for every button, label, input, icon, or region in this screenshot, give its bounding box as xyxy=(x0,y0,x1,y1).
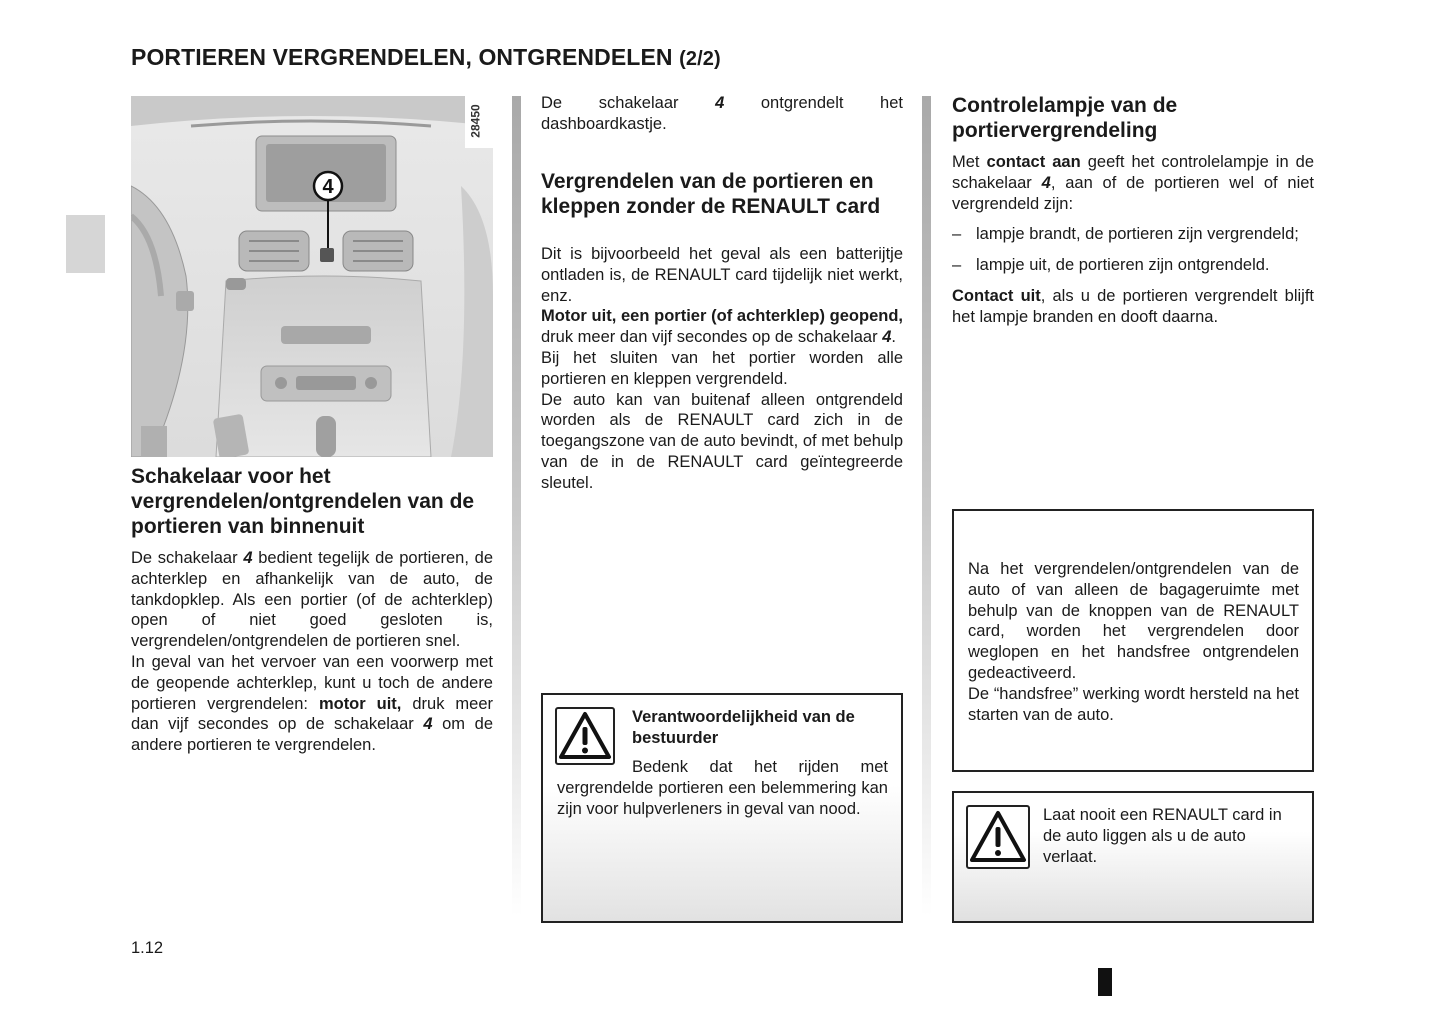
figure-number xyxy=(465,96,493,148)
handsfree-note-paragraph-2: De “handsfree” werking wordt hersteld na het starten van de auto. xyxy=(968,684,1299,724)
left-body xyxy=(131,548,493,756)
right-paragraph-2: Contact uit, als u de portieren vergrendelt blijft het lampje branden en dooft daarna. xyxy=(952,286,1314,326)
page-title-suffix: (2/2) xyxy=(679,48,721,70)
handsfree-note-box xyxy=(952,509,1314,772)
right-body xyxy=(952,152,1314,328)
page-title xyxy=(131,44,721,71)
print-marker xyxy=(1098,968,1112,996)
left-paragraph-2: In geval van het vervoer van een voorwerp met de geopende achterklep, kunt u toch de andere portieren vergrendelen: motor uit, druk meer dan vijf secondes op de schakelaar 4 om de andere portieren te vergrendelen. xyxy=(131,652,493,755)
right-paragraph-1: Met contact aan geeft het controlelampje in de schakelaar 4, aan of de portieren wel of niet vergrendeld zijn: xyxy=(952,153,1315,213)
section-tab-marker xyxy=(66,215,105,273)
list-item: – lampje uit, de portieren zijn ontgrendeld. xyxy=(952,255,1314,276)
handsfree-note-paragraph-1: Na het vergrendelen/ontgrendelen van de auto of van alleen de bagageruimte met behulp van de knoppen van de RENAULT card, worden het vergrendelen door weglopen en het handsfree ontgrendelen gedeactiveerd. xyxy=(968,560,1299,682)
right-heading: Controlelampje van de portiervergrendeling xyxy=(952,94,1178,142)
handsfree-note-text xyxy=(968,559,1299,725)
middle-body xyxy=(541,244,903,494)
warning-driver-text: Bedenk dat het rijden met vergrendelde portieren een belemmering kan zijn voor hulpverleners in geval van nood. xyxy=(557,758,888,818)
left-paragraph-1: De schakelaar 4 bedient tegelijk de portieren, de achterklep en afhankelijk van de auto, de tankdopklep. Als een portier (of de achterklep) open of niet goed gesloten is, vergrendelen/ontgrendelen de portieren snel. xyxy=(131,549,494,651)
figure-number-text: 28450 xyxy=(468,104,483,138)
middle-intro: De schakelaar 4 ontgrendelt het dashboardkastje. xyxy=(541,94,903,133)
left-heading: Schakelaar voor het vergrendelen/ontgrendelen van de portieren van binnenuit xyxy=(131,465,475,538)
dashboard-drawing xyxy=(131,96,493,457)
middle-heading: Vergrendelen van de portieren en kleppen zonder de RENAULT card xyxy=(541,170,881,218)
warning-card-text: Laat nooit een RENAULT card in de auto liggen als u de auto verlaat. xyxy=(1043,806,1282,866)
page-number: 1.12 xyxy=(131,939,164,957)
callout-4-label: 4 xyxy=(322,176,334,198)
dashboard-illustration xyxy=(131,96,493,457)
list-item: – lampje brandt, de portieren zijn vergrendeld; xyxy=(952,224,1314,245)
middle-paragraph-3: Bij het sluiten van het portier worden alle portieren en kleppen vergrendeld. xyxy=(541,348,903,388)
column-divider-2 xyxy=(922,96,931,916)
warning-triangle-icon xyxy=(966,805,1030,869)
warning-box-driver xyxy=(541,693,903,923)
lamp-status-list xyxy=(952,224,1314,276)
column-divider-1 xyxy=(512,96,521,916)
warning-driver-title: Verantwoordelijkheid van de bestuurder xyxy=(632,708,855,747)
middle-paragraph-4: De auto kan van buitenaf alleen ontgrendeld worden als de RENAULT card zich in de toegangszone van de auto bevindt, of met behulp van de in de RENAULT card geïntegreerde sleutel. xyxy=(541,390,903,492)
middle-paragraph-1: Dit is bijvoorbeeld het geval als een batterijtje ontladen is, de RENAULT card tijdelijk niet werkt, enz. xyxy=(541,245,903,305)
warning-box-card xyxy=(952,791,1314,923)
page-title-text: PORTIEREN VERGRENDELEN, ONTGRENDELEN xyxy=(131,44,673,70)
middle-paragraph-2: Motor uit, een portier (of achterklep) geopend, druk meer dan vijf secondes op de schakelaar 4. xyxy=(541,307,903,347)
